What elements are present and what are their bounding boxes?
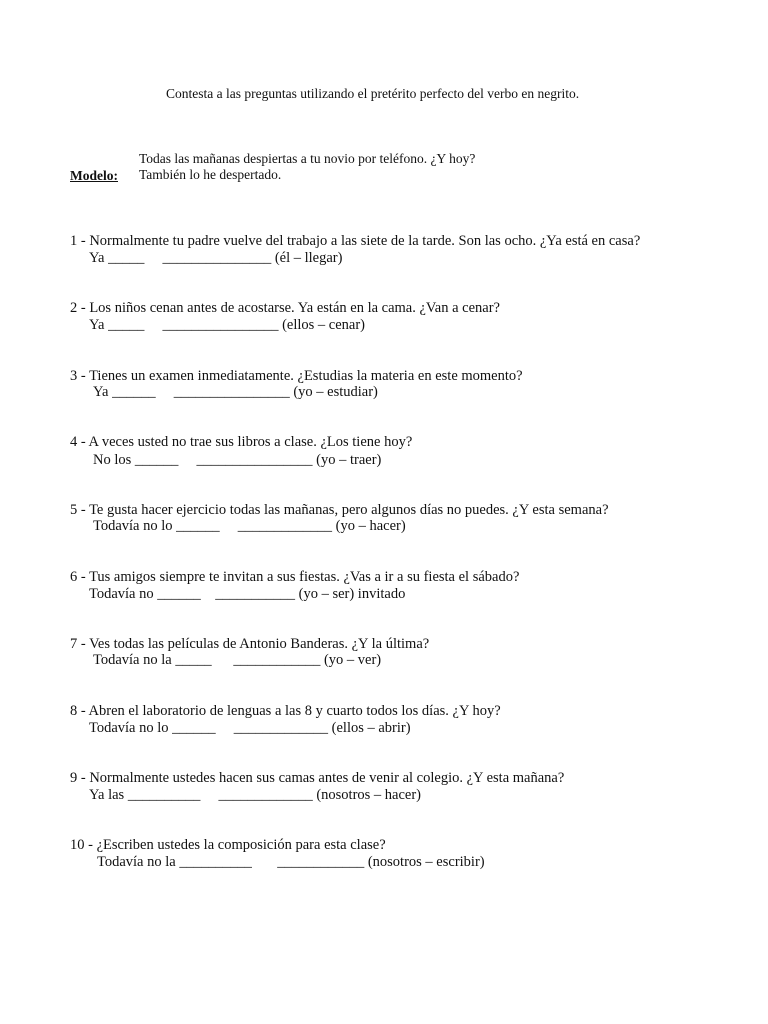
model-question: Todas las mañanas despiertas a tu novio por teléfono. ¿Y hoy? <box>139 151 476 166</box>
exercise-10-question: 10 - ¿Escriben ustedes la composición para esta clase? <box>70 837 386 853</box>
exercise-7-question: 7 - Ves todas las películas de Antonio Banderas. ¿Y la última? <box>70 636 430 652</box>
exercise-6-answer: Todavía no ______ ___________ (yo – ser) invitado <box>89 586 406 602</box>
exercise-5-question: 5 - Te gusta hacer ejercicio todas las mañanas, pero algunos días no puedes. ¿Y esta semana? <box>70 502 609 518</box>
exercise-9-answer: Ya las __________ _____________ (nosotros – hacer) <box>89 787 421 803</box>
exercise-2-question: 2 - Los niños cenan antes de acostarse. Ya están en la cama. ¿Van a cenar? <box>70 300 500 316</box>
exercise-4-question: 4 - A veces usted no trae sus libros a clase. ¿Los tiene hoy? <box>70 434 413 450</box>
exercise-4-answer: No los ______ ________________ (yo – traer) <box>93 452 382 468</box>
model-answer: También lo he despertado. <box>139 167 282 182</box>
exercise-5-answer: Todavía no lo ______ _____________ (yo – hacer) <box>93 518 406 534</box>
exercise-1-question: 1 - Normalmente tu padre vuelve del trabajo a las siete de la tarde. Son las ocho. ¿Ya está en casa? <box>70 233 641 249</box>
exercise-7-answer: Todavía no la _____ ____________ (yo – ver) <box>93 652 382 668</box>
instructions: Contesta a las preguntas utilizando el pretérito perfecto del verbo en negrito. <box>166 86 580 101</box>
exercise-3-answer: Ya ______ ________________ (yo – estudiar) <box>93 384 378 400</box>
exercise-3-question: 3 - Tienes un examen inmediatamente. ¿Estudias la materia en este momento? <box>70 368 523 384</box>
exercise-1-answer: Ya _____ _______________ (él – llegar) <box>89 250 343 266</box>
exercise-2-answer: Ya _____ ________________ (ellos – cenar) <box>89 317 366 333</box>
model-label: Modelo: <box>70 168 118 183</box>
exercise-8-question: 8 - Abren el laboratorio de lenguas a las 8 y cuarto todos los días. ¿Y hoy? <box>70 703 501 719</box>
exercise-9-question: 9 - Normalmente ustedes hacen sus camas antes de venir al colegio. ¿Y esta mañana? <box>70 770 565 786</box>
exercise-6-question: 6 - Tus amigos siempre te invitan a sus fiestas. ¿Vas a ir a su fiesta el sábado? <box>70 569 520 585</box>
exercise-8-answer: Todavía no lo ______ _____________ (ellos – abrir) <box>89 720 411 736</box>
exercise-10-answer: Todavía no la __________ ____________ (nosotros – escribir) <box>97 854 485 870</box>
